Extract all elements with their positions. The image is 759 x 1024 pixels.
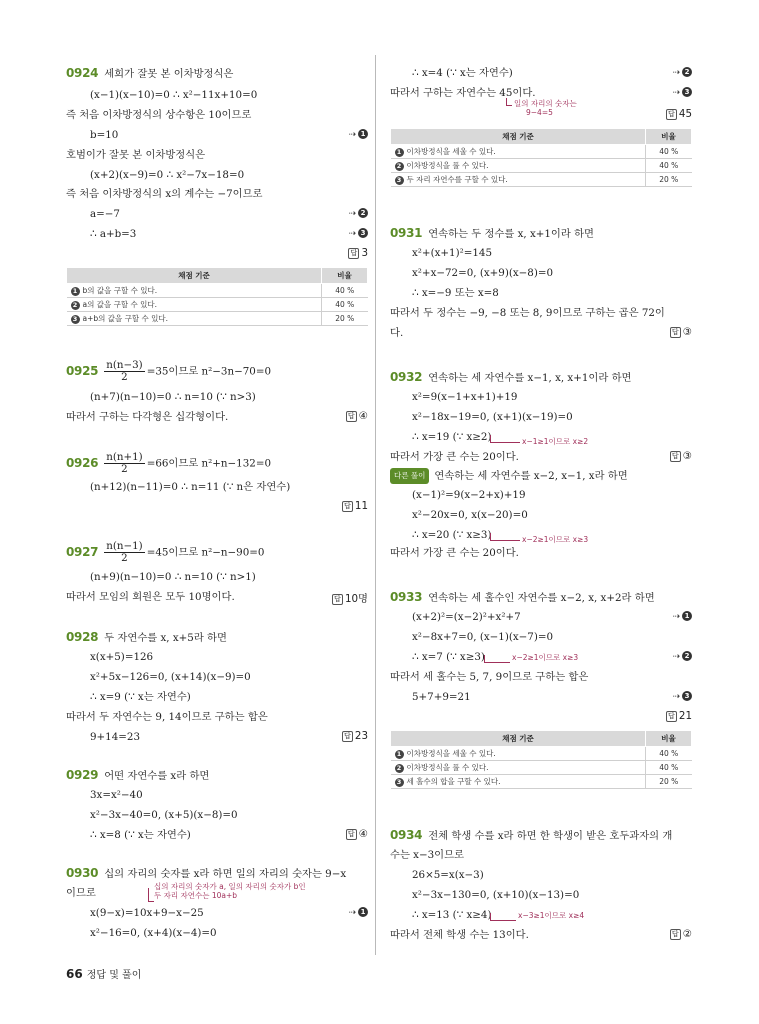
equation-line: ∴ x=−9 또는 x=8 — [412, 287, 499, 299]
problem-number: 0928 — [66, 630, 99, 644]
answer-icon: 답 — [670, 451, 681, 462]
page-number: 66 — [66, 967, 83, 981]
step-marker-1: ⇢ 1 — [348, 907, 368, 918]
problem-0924-line1: 0924 세희가 잘못 본 이차방정식은 — [66, 66, 234, 80]
answer-icon: 답 — [332, 594, 343, 605]
equation-line: x²−18x−19=0, (x+1)(x−19)=0 — [412, 411, 573, 423]
text-line: 따라서 세 홀수는 5, 7, 9이므로 구하는 합은 — [390, 671, 589, 683]
text-line: 따라서 두 정수는 −9, −8 또는 8, 9이므로 구하는 곱은 72이 — [390, 307, 665, 319]
equation-line: x²+5x−126=0, (x+14)(x−9)=0 — [90, 671, 251, 683]
answer: 답 21 — [666, 710, 692, 722]
text-line: 따라서 모임의 회원은 모두 10명이다. — [66, 591, 235, 603]
answer: 답 23 — [342, 730, 368, 742]
answer: 답 11 — [342, 500, 368, 512]
annotation-bracket — [148, 888, 154, 902]
step-marker-3: ⇢ 3 — [672, 87, 692, 98]
annotation-bracket — [506, 98, 512, 106]
step-marker-2: ⇢ 2 — [672, 651, 692, 662]
annotation-bracket — [490, 913, 516, 921]
equation-line: 3x=x²−40 — [90, 789, 143, 801]
step-marker-3: ⇢ 3 — [348, 228, 368, 239]
problem-number: 0933 — [390, 590, 423, 604]
equation-line: (x−1)²=9(x−2+x)+19 — [412, 489, 526, 501]
table-row: 2 이차방정식을 풀 수 있다. 40 % — [391, 761, 692, 775]
annotation-note: 십의 자리의 숫자가 a, 일의 자리의 숫자가 b인 — [154, 882, 306, 891]
equation-line: ∴ a+b=3 — [90, 228, 137, 240]
equation-line: x²+(x+1)²=145 — [412, 247, 492, 259]
step-marker-1: ⇢ 1 — [348, 129, 368, 140]
grading-table-0930: 채점 기준 비율 1 이차방정식을 세울 수 있다. 40 % 2 이차방정식을 풀 수 있다. 40 % 3 두 자리 자연수를 구할 수 있다. 20 % — [390, 128, 692, 187]
answer: 답 ④ — [346, 410, 368, 422]
table-row: 2 a의 값을 구할 수 있다. 40 % — [67, 298, 368, 312]
equation-line: ∴ x=7 (∵ x≥3) — [412, 651, 485, 663]
equation-line: (x−1)(x−10)=0 ∴ x²−11x+10=0 — [90, 89, 258, 101]
table-row: 1 이차방정식을 세울 수 있다. 40 % — [391, 145, 692, 159]
problem-0925-line1: 0925 $\frac{n(n-3)}{2}$ =35이므로 n²−3n−70=0 — [66, 359, 272, 383]
equation-line: b=10 — [90, 129, 119, 141]
table-row: 3 a+b의 값을 구할 수 있다. 20 % — [67, 312, 368, 326]
text-line: 따라서 두 자연수는 9, 14이므로 구하는 합은 — [66, 711, 268, 723]
alt-solution-badge: 다른 풀이 — [390, 468, 429, 484]
text-line: 이므로 — [66, 887, 96, 899]
text-line: 즉 처음 이차방정식의 상수항은 10이므로 — [66, 109, 252, 121]
problem-0926-line1: 0926 $\frac{n(n+1)}{2}$ =66이므로 n²+n−132=0 — [66, 451, 272, 475]
equation-line: (n+7)(n−10)=0 ∴ n=10 (∵ n>3) — [90, 391, 256, 403]
annotation-note: 9−4=5 — [526, 108, 553, 117]
page-footer — [66, 966, 141, 981]
fraction: $\frac{n(n+1)}{2}$ — [106, 451, 143, 475]
equation-line: ∴ x=8 (∵ x는 자연수) — [90, 829, 191, 841]
annotation-bracket — [484, 655, 510, 663]
problem-number: 0924 — [66, 66, 99, 80]
equation-line: ∴ x=4 (∵ x는 자연수) — [412, 67, 513, 79]
problem-0928-line1: 0928 두 자연수를 x, x+5라 하면 — [66, 630, 227, 644]
equation-line: x(9−x)=10x+9−x−25 — [90, 907, 204, 919]
fraction: $\frac{n(n-3)}{2}$ — [106, 359, 143, 383]
problem-0930-line1: 0930 십의 자리의 숫자를 x라 하면 일의 자리의 숫자는 9−x — [66, 866, 347, 880]
equation-line: x²−3x−130=0, (x+10)(x−13)=0 — [412, 889, 580, 901]
problem-number: 0931 — [390, 226, 423, 240]
problem-number: 0934 — [390, 828, 423, 842]
annotation-note: x−1≥1이므로 x≥2 — [522, 437, 589, 446]
step-marker-3: ⇢ 3 — [672, 691, 692, 702]
equation-line: ∴ x=20 (∵ x≥3) — [412, 529, 492, 541]
equation-line: 9+14=23 — [90, 731, 141, 743]
answer-icon: 답 — [342, 731, 353, 742]
alt-solution-line1: 다른 풀이 연속하는 세 자연수를 x−2, x−1, x라 하면 — [390, 468, 628, 484]
step-marker-2: ⇢ 2 — [348, 208, 368, 219]
annotation-note: 일의 자리의 숫자는 — [514, 99, 577, 108]
answer: 답 ③ — [670, 326, 692, 338]
problem-number: 0932 — [390, 370, 423, 384]
problem-0931-line1: 0931 연속하는 두 정수를 x, x+1이라 하면 — [390, 226, 594, 240]
equation-line: x²+x−72=0, (x+9)(x−8)=0 — [412, 267, 554, 279]
answer: 답 3 — [348, 247, 368, 259]
text-line: 따라서 구하는 다각형은 십각형이다. — [66, 411, 229, 423]
equation-line: x²−20x=0, x(x−20)=0 — [412, 509, 528, 521]
annotation-bracket — [490, 435, 520, 443]
fraction: $\frac{n(n-1)}{2}$ — [106, 540, 143, 564]
problem-0929-line1: 0929 어떤 자연수를 x라 하면 — [66, 768, 210, 782]
annotation-bracket — [490, 533, 520, 541]
problem-0932-line1: 0932 연속하는 세 자연수를 x−1, x, x+1이라 하면 — [390, 370, 632, 384]
text-line: 수는 x−3이므로 — [390, 849, 464, 861]
answer-icon: 답 — [342, 501, 353, 512]
answer: 답 45 — [666, 108, 692, 120]
column-divider — [375, 55, 376, 955]
problem-number: 0930 — [66, 866, 99, 880]
annotation-note: x−3≥1이므로 x≥4 — [518, 911, 585, 920]
equation-line: x²=9(x−1+x+1)+19 — [412, 391, 518, 403]
grading-table-0924: 채점 기준 비율 1 b의 값을 구할 수 있다. 40 % 2 a의 값을 구할 수 있다. 40 % 3 a+b의 값을 구할 수 있다. 20 % — [66, 267, 368, 326]
answer-icon: 답 — [348, 248, 359, 259]
equation-line: ∴ x=13 (∵ x≥4) — [412, 909, 492, 921]
equation-line: (n+9)(n−10)=0 ∴ n=10 (∵ n>1) — [90, 571, 256, 583]
text-line: 호범이가 잘못 본 이차방정식은 — [66, 149, 206, 161]
answer-icon: 답 — [346, 411, 357, 422]
equation-line: x²−8x+7=0, (x−1)(x−7)=0 — [412, 631, 554, 643]
table-row: 2 이차방정식을 풀 수 있다. 40 % — [391, 159, 692, 173]
text-line: 따라서 구하는 자연수는 45이다. — [390, 87, 536, 99]
answer: 답 ③ — [670, 450, 692, 462]
problem-number: 0926 — [66, 455, 99, 470]
equation-line: ∴ x=9 (∵ x는 자연수) — [90, 691, 191, 703]
problem-0927-line1: 0927 $\frac{n(n-1)}{2}$ =45이므로 n²−n−90=0 — [66, 540, 265, 564]
equation-line: x²−16=0, (x+4)(x−4)=0 — [90, 927, 217, 939]
grading-table-0933: 채점 기준 비율 1 이차방정식을 세울 수 있다. 40 % 2 이차방정식을 풀 수 있다. 40 % 3 세 홀수의 합을 구할 수 있다. 20 % — [390, 730, 692, 789]
equation-line: a=−7 — [90, 208, 120, 220]
answer-icon: 답 — [346, 829, 357, 840]
annotation-note: 두 자리 자연수는 10a+b — [154, 891, 238, 900]
footer-label: 정답 및 풀이 — [86, 970, 142, 981]
problem-0933-line1: 0933 연속하는 세 홀수인 자연수를 x−2, x, x+2라 하면 — [390, 590, 655, 604]
answer: 답 ④ — [346, 828, 368, 840]
answer: 답 ② — [670, 928, 692, 940]
equation-line: 5+7+9=21 — [412, 691, 471, 703]
text-line: 따라서 가장 큰 수는 20이다. — [390, 451, 519, 463]
table-row: 3 두 자리 자연수를 구할 수 있다. 20 % — [391, 173, 692, 187]
equation-line: 26×5=x(x−3) — [412, 869, 484, 881]
table-row: 1 이차방정식을 세울 수 있다. 40 % — [391, 747, 692, 761]
equation-line: (n+12)(n−11)=0 ∴ n=11 (∵ n은 자연수) — [90, 481, 291, 493]
problem-number: 0927 — [66, 544, 99, 559]
table-row: 1 b의 값을 구할 수 있다. 40 % — [67, 284, 368, 298]
problem-number: 0925 — [66, 363, 99, 378]
equation-line: (x+2)²=(x−2)²+x²+7 — [412, 611, 521, 623]
answer-icon: 답 — [666, 109, 677, 120]
text-line: 다. — [390, 327, 404, 339]
annotation-note: x−2≥1이므로 x≥3 — [512, 653, 579, 662]
answer: 답 10명 — [332, 590, 368, 605]
text-line: 따라서 전체 학생 수는 13이다. — [390, 929, 529, 941]
step-marker-2: ⇢ 2 — [672, 67, 692, 78]
equation-line: ∴ x=19 (∵ x≥2) — [412, 431, 492, 443]
step-marker-1: ⇢ 1 — [672, 611, 692, 622]
answer-icon: 답 — [666, 711, 677, 722]
equation-line: (x+2)(x−9)=0 ∴ x²−7x−18=0 — [90, 169, 245, 181]
answer-icon: 답 — [670, 929, 681, 940]
problem-number: 0929 — [66, 768, 99, 782]
text-line: 따라서 가장 큰 수는 20이다. — [390, 547, 519, 559]
text-line: 즉 처음 이차방정식의 x의 계수는 −7이므로 — [66, 188, 263, 200]
equation-line: x(x+5)=126 — [90, 651, 154, 663]
problem-0934-line1: 0934 전체 학생 수를 x라 하면 한 학생이 받은 호두과자의 개 — [390, 828, 673, 842]
annotation-note: x−2≥1이므로 x≥3 — [522, 535, 589, 544]
answer-icon: 답 — [670, 327, 681, 338]
equation-line: x²−3x−40=0, (x+5)(x−8)=0 — [90, 809, 238, 821]
table-row: 3 세 홀수의 합을 구할 수 있다. 20 % — [391, 775, 692, 789]
